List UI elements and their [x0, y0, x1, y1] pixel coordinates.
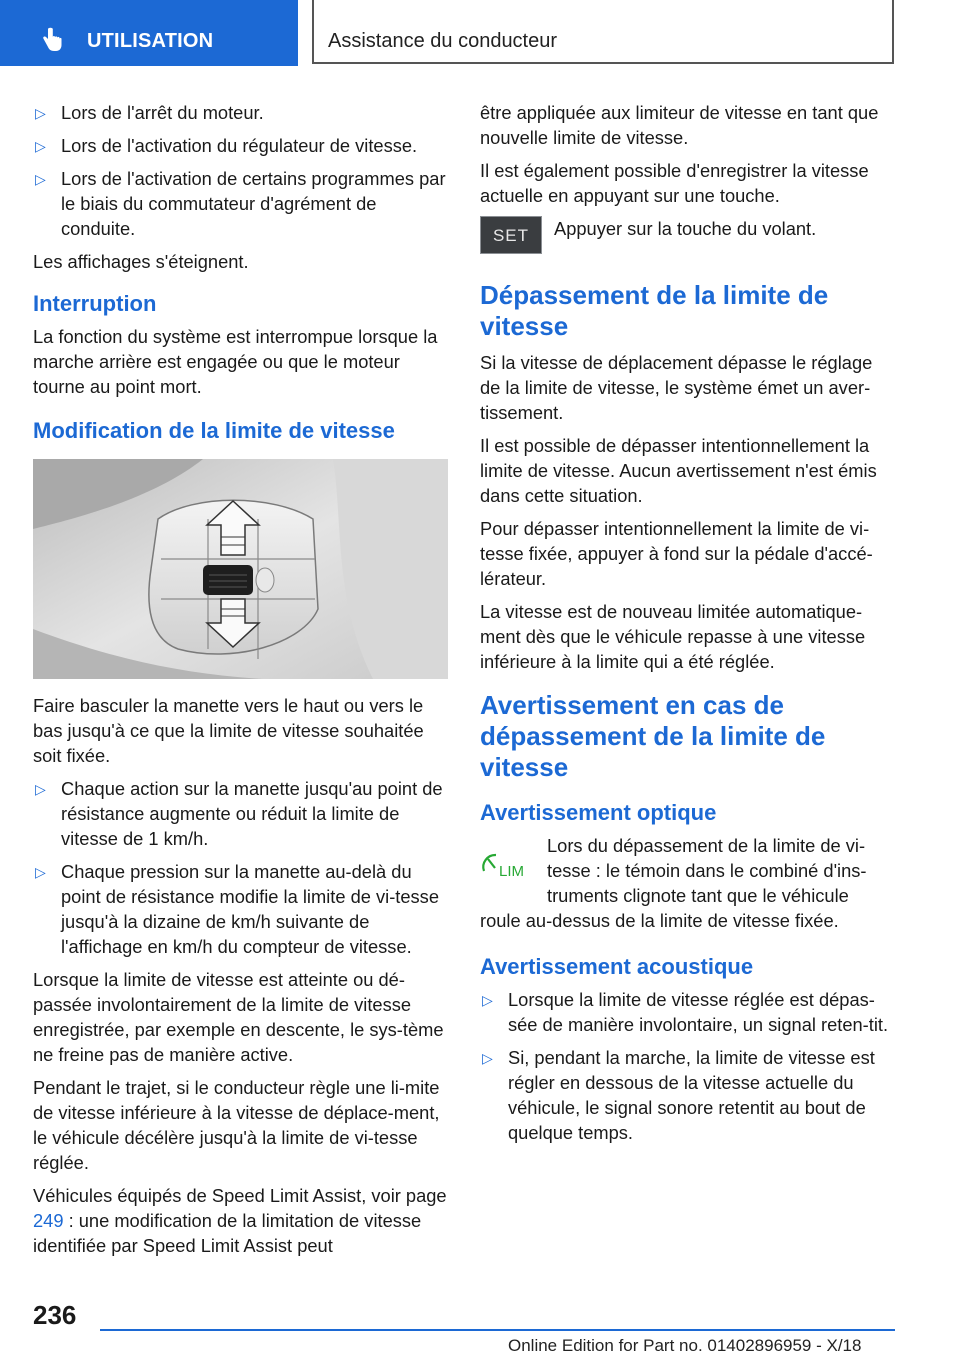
paragraph: Pendant le trajet, si le conducteur règle une li-mite de vitesse inférieure à la vitesse de déplace-ment, le véhicule décélère jusqu'à la limite de vi-tesse réglée.: [33, 1077, 440, 1173]
page-link[interactable]: 249: [33, 1210, 64, 1231]
list-item: ▷ Lors de l'activation de certains programmes par le biais du commutateur d'agrément de conduite.: [35, 168, 446, 239]
paragraph: roule au-dessus de la limite de vitesse fixée.: [480, 910, 839, 931]
paragraph: La vitesse est de nouveau limitée automatique-ment dès que le véhicule repasse à une vitesse inférieure à la limite qui a été réglée.: [480, 601, 866, 672]
paragraph: Si la vitesse de déplacement dépasse le réglage de la limite de vitesse, le système émet un aver-tissement.: [480, 352, 873, 423]
right-column: [480, 100, 895, 1153]
hand-pointer-icon: [40, 27, 64, 53]
page-header: [0, 0, 960, 68]
list-item: ▷ Chaque action sur la manette jusqu'au point de résistance augmente ou réduit la limite de vitesse de 1 km/h.: [35, 778, 443, 849]
paragraph: Véhicules équipés de Speed Limit Assist, voir page 249 : une modification de la limitation de vitesse identifiée par Speed Limit Assist peut: [33, 1185, 447, 1256]
section-tab: [312, 0, 894, 64]
speed-limit-indicator-icon: [480, 845, 536, 883]
stop-conditions-list: [33, 100, 448, 241]
paragraph: Lorsque la limite de vitesse est atteinte ou dé-passée involontairement de la limite de vitesse enregistrée, par exemple en descente, le sys-tème ne freine pas de manière active.: [33, 969, 444, 1065]
triangle-bullet-icon: ▷: [482, 1050, 493, 1066]
triangle-bullet-icon: ▷: [35, 781, 46, 797]
heading-modification: Modification de la limite de vitesse: [33, 418, 395, 443]
heading-optique: Avertissement optique: [480, 800, 717, 825]
left-column: [33, 100, 448, 1266]
triangle-bullet-icon: ▷: [35, 864, 46, 880]
paragraph: Les affichages s'éteignent.: [33, 251, 249, 272]
paragraph: Lors du dépassement de la limite de vi-tesse : le témoin dans le combiné d'ins-truments clignote tant que le véhicule: [547, 835, 867, 906]
triangle-bullet-icon: ▷: [35, 171, 46, 187]
paragraph: Pour dépasser intentionnellement la limite de vi-tesse fixée, appuyer à fond sur la pédale d'accé-lérateur.: [480, 518, 873, 589]
triangle-bullet-icon: ▷: [35, 138, 46, 154]
section-tab-label: Assistance du conducteur: [328, 30, 558, 52]
heading-avertissement: Avertissement en cas de dépassement de la limite de vitesse: [480, 690, 826, 782]
paragraph: La fonction du système est interrompue lorsque la marche arrière est engagée ou que le moteur tourne au point mort.: [33, 326, 438, 397]
list-item: ▷ Si, pendant la marche, la limite de vitesse est régler en dessous de la vitesse actuelle du véhicule, le signal sonore retentit au bout de quelque temps.: [482, 1047, 875, 1143]
paragraph: être appliquée aux limiteur de vitesse en tant que nouvelle limite de vitesse.: [480, 102, 879, 148]
optical-warning-block: [480, 833, 895, 933]
chapter-tab-label: UTILISATION: [87, 30, 214, 52]
svg-text:LIM: LIM: [499, 863, 525, 880]
heading-interruption: Interruption: [33, 291, 157, 316]
set-button-instruction: [480, 216, 895, 266]
triangle-bullet-icon: ▷: [35, 105, 46, 121]
list-item: ▷ Chaque pression sur la manette au-delà du point de résistance modifie la limite de vi-tesse jusqu'à la dizaine de km/h suivante de l'affichage en km/h du compteur de vitesse.: [35, 861, 439, 957]
steering-wheel-switch-image: [33, 459, 448, 679]
paragraph: Appuyer sur la touche du volant.: [554, 218, 817, 239]
paragraph: Il est possible de dépasser intentionnellement la limite de vitesse. Aucun avertissement n'est émis dans cette situation.: [480, 435, 877, 506]
edition-note: Online Edition for Part no. 01402896959 - X/18: [508, 1336, 862, 1355]
list-item: ▷ Lorsque la limite de vitesse réglée est dépas-sée de manière involontaire, un signal reten-tit.: [482, 989, 889, 1035]
set-button-icon: SET: [480, 216, 542, 254]
acoustic-warning-list: [480, 987, 895, 1145]
triangle-bullet-icon: ▷: [482, 992, 493, 1008]
paragraph: Faire basculer la manette vers le haut ou vers le bas jusqu'à ce que la limite de vitesse souhaitée soit fixée.: [33, 695, 424, 766]
page-number: 236: [33, 1300, 77, 1330]
list-item: ▷ Lors de l'arrêt du moteur.: [33, 100, 448, 125]
switch-actions-list: [33, 776, 448, 959]
heading-acoustique: Avertissement acoustique: [480, 954, 754, 979]
chapter-tab[interactable]: [0, 0, 298, 66]
paragraph: Il est également possible d'enregistrer la vitesse actuelle en appuyant sur une touche.: [480, 160, 869, 206]
list-item: ▷ Lors de l'activation du régulateur de vitesse.: [33, 133, 448, 158]
heading-depassement: Dépassement de la limite de vitesse: [480, 280, 829, 341]
footer-divider: [100, 1329, 895, 1331]
